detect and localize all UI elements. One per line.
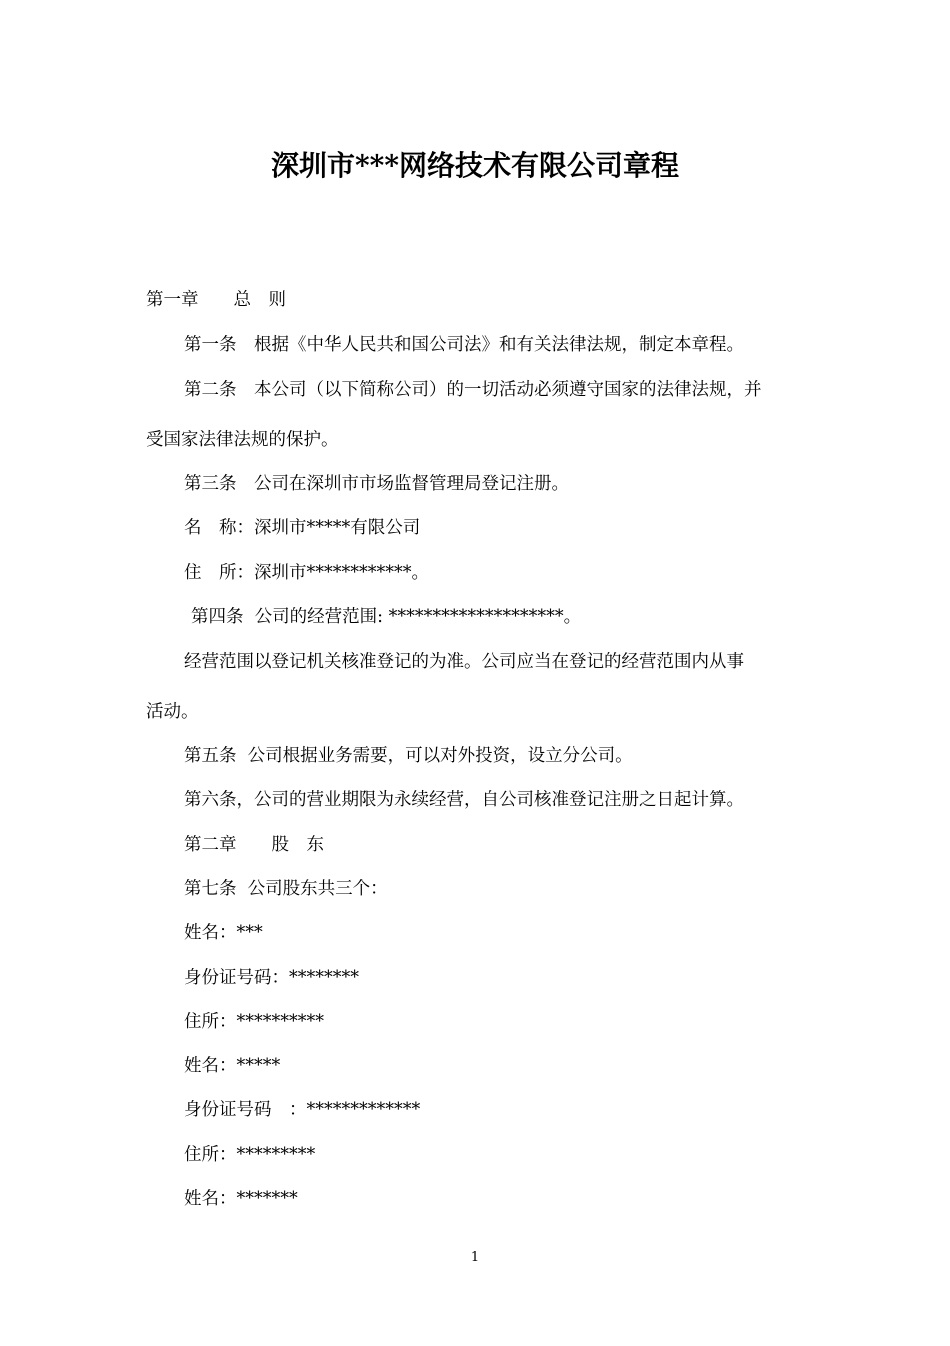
- shareholder-1-address: 住所：**********: [184, 1012, 324, 1032]
- document-title: 深圳市***网络技术有限公司章程: [271, 149, 679, 182]
- shareholder-2-name: 姓名：*****: [184, 1056, 281, 1076]
- article-3: 第三条 公司在深圳市市场监督管理局登记注册。: [184, 474, 569, 494]
- article-7: 第七条 公司股东共三个：: [184, 879, 388, 899]
- shareholder-1-name: 姓名：***: [184, 923, 263, 943]
- article-2-line-2: 受国家法律法规的保护。: [146, 430, 339, 450]
- article-5: 第五条 公司根据业务需要，可以对外投资，设立分公司。: [184, 746, 633, 766]
- chapter-heading-general: 第一章 总 则: [146, 290, 286, 310]
- shareholder-2-address: 住所：*********: [184, 1145, 316, 1165]
- business-scope-line-2: 活动。: [146, 702, 199, 722]
- article-2-line-1: 第二条 本公司（以下简称公司）的一切活动必须遵守国家的法律法规，并: [184, 380, 762, 400]
- company-address: 住 所：深圳市************。: [184, 563, 429, 583]
- company-name: 名 称：深圳市*****有限公司: [184, 518, 421, 538]
- shareholder-3-name: 姓名：*******: [184, 1189, 298, 1209]
- article-1: 第一条 根据《中华人民共和国公司法》和有关法律法规，制定本章程。: [184, 335, 744, 355]
- chapter-heading-shareholders: 第二章 股 东: [184, 835, 324, 855]
- shareholder-1-id: 身份证号码：********: [184, 968, 359, 988]
- page-number: 1: [470, 1250, 480, 1265]
- business-scope-line-1: 经营范围以登记机关核准登记的为准。公司应当在登记的经营范围内从事: [184, 652, 744, 672]
- article-6: 第六条，公司的营业期限为永续经营，自公司核准登记注册之日起计算。: [184, 790, 744, 810]
- article-4: 第四条 公司的经营范围: ********************。: [191, 607, 582, 627]
- shareholder-2-id: 身份证号码 ：*************: [184, 1100, 421, 1120]
